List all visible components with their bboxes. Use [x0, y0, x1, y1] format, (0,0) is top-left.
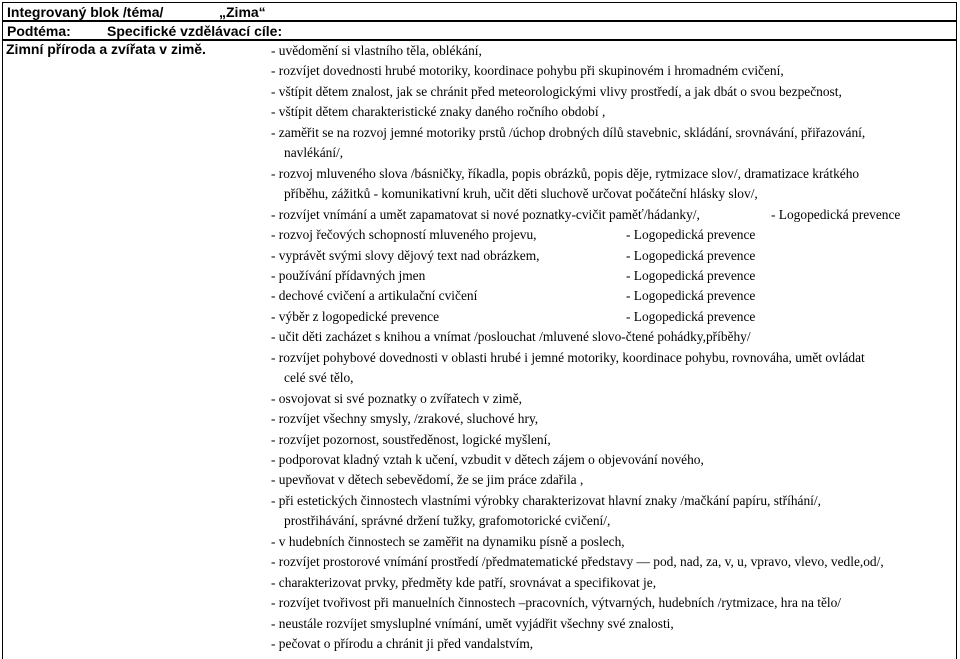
goal-line: - rozvíjet prostorové vnímání prostředí /předmatematické představy — pod, nad, za, v, u, vpravo, vlevo, vedle,od/, [271, 554, 884, 570]
goal-line: - vštípit dětem znalost, jak se chránit před meteorologickými vlivy prostředí, a jak dbát o svou bezpečnost, [271, 83, 842, 99]
goal-line: - používání přídavných jmen [271, 267, 426, 283]
goal-line: - rozvíjet vnímání a umět zapamatovat si nové poznatky-cvičit paměť/hádanky/, [271, 206, 700, 222]
subtopic-value: Specifické vzdělávací cíle: [107, 23, 283, 39]
goal-line: - rozvíjet dovednosti hrubé motoriky, koordinace pohybu při skupinovém i hromadném cvičení, [271, 63, 784, 79]
goal-line: - výběr z logopedické prevence [271, 308, 440, 324]
goal-line: - rozvíjet pozornost, soustředěnost, logické myšlení, [271, 431, 551, 447]
header-row-block [2, 2, 957, 21]
logopedic-prevention-note: - Logopedická prevence [626, 288, 756, 304]
goal-line: - charakterizovat prvky, předměty kde patří, srovnávat a specifikovat je, [271, 574, 657, 590]
logopedic-prevention-note: - Logopedická prevence [626, 308, 756, 324]
goal-line: prostřihávání, správné držení tužky, grafomotorické cvičení/, [284, 513, 611, 529]
subtopic-label: Podtéma: [7, 23, 71, 39]
block-label: Integrovaný blok /téma/ [7, 4, 164, 20]
goal-line: - rozvoj řečových schopností mluveného projevu, [271, 227, 537, 243]
goal-line: - zaměřit se na rozvoj jemné motoriky prstů /úchop drobných dílů stavebnic, skládání, srovnávání, přiřazování, [271, 124, 866, 140]
goal-line: celé své tělo, [284, 370, 354, 386]
goal-line: - dechové cvičení a artikulační cvičení [271, 288, 478, 304]
goal-line: - při estetických činnostech vlastními výrobky charakterizovat hlavní znaky /mačkání papíru, stříhání/, [271, 492, 821, 508]
goal-line: - rozvoj mluveného slova /básničky, říkadla, popis obrázků, popis děje, rytmizace slov/, dramatizace krátkého [271, 165, 860, 181]
section-title: Zimní příroda a zvířata v zimě. [6, 41, 206, 57]
logopedic-prevention-note: - Logopedická prevence [771, 206, 901, 222]
goal-line: - uvědomění si vlastního těla, oblékání, [271, 43, 482, 58]
block-value: „Zima“ [219, 4, 266, 20]
header-row-subtopic [2, 21, 957, 40]
logopedic-prevention-note: - Logopedická prevence [626, 227, 756, 243]
goal-line: příběhu, zážitků - komunikativní kruh, učit děti sluchově určovat počáteční hlásky slov/, [284, 186, 758, 202]
goal-line: - pečovat o přírodu a chránit ji před vandalstvím, [271, 636, 534, 652]
goal-line: - rozvíjet tvořivost při manuelních činnostech –pracovních, výtvarných, hudebních /rytmizace, hra na tělo/ [271, 595, 842, 611]
goal-line: - vyprávět svými slovy dějový text nad obrázkem, [271, 247, 540, 263]
goal-line: - osvojovat si své poznatky o zvířatech v zimě, [271, 390, 523, 406]
logopedic-prevention-note: - Logopedická prevence [626, 267, 756, 283]
goal-line: - podporovat kladný vztah k učení, vzbudit v dětech zájem o objevování nového, [271, 452, 704, 467]
goal-line: navlékání/, [284, 145, 344, 161]
goal-line: - vštípit dětem charakteristické znaky daného ročního období , [271, 104, 606, 120]
goal-line: - učit děti zacházet s knihou a vnímat /poslouchat /mluvené slovo-čtené pohádky,příběhy/ [271, 329, 751, 345]
goal-line: - rozvíjet pohybové dovednosti v oblasti hrubé i jemné motoriky, koordinace pohybu, rovnováha, umět ovládat [271, 349, 865, 365]
goal-line: - neustále rozvíjet smysluplné vnímání, umět vyjádřit všechny své znalosti, [271, 615, 674, 631]
goal-line: - v hudebních činnostech se zaměřit na dynamiku písně a poslech, [271, 533, 625, 549]
goal-line: - upevňovat v dětech sebevědomí, že se jim práce zdařila , [271, 472, 584, 488]
goal-line: - rozvíjet všechny smysly, /zrakové, sluchové hry, [271, 411, 539, 427]
logopedic-prevention-note: - Logopedická prevence [626, 247, 756, 263]
